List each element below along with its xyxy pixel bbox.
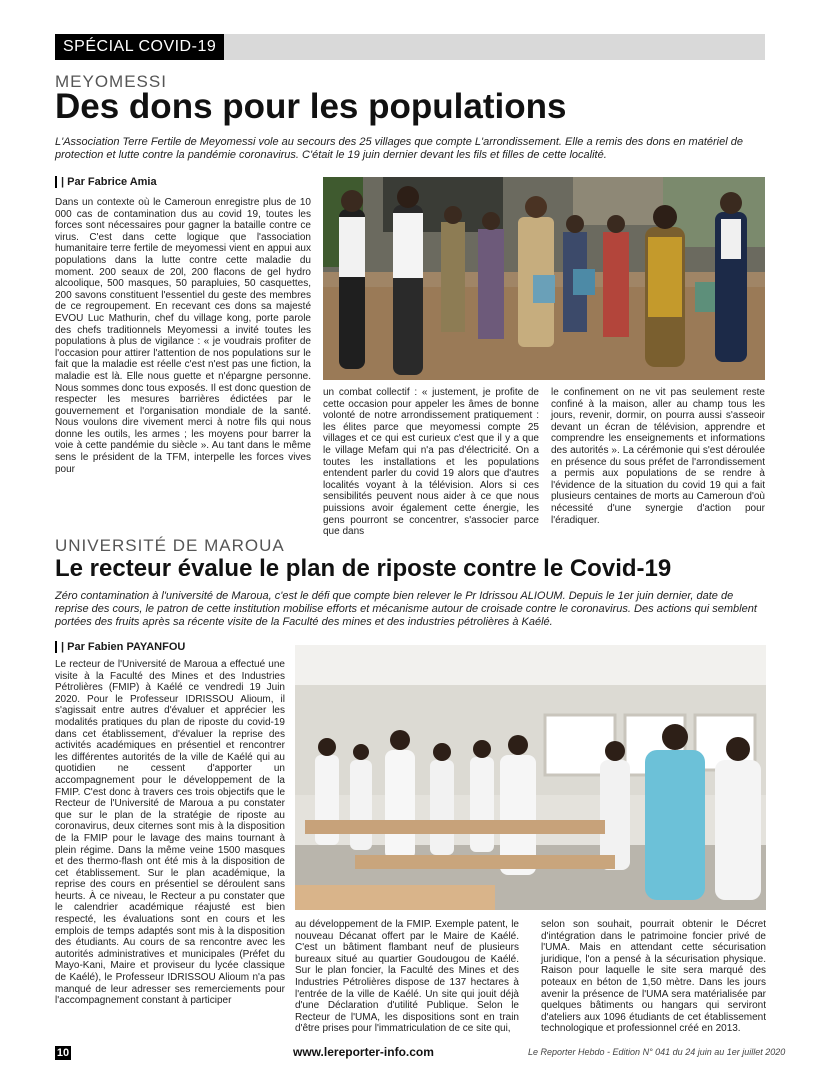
- article2-kicker: UNIVERSITÉ DE MAROUA: [55, 536, 285, 555]
- article1-photo: [323, 177, 765, 380]
- article2-byline: [55, 641, 185, 653]
- article1-title: Des dons pour les populations: [55, 87, 567, 126]
- article2-title: Le recteur évalue le plan de riposte contre le Covid-19: [55, 555, 672, 582]
- article1-col2: un combat collectif : « justement, je profite de cette occasion pour appeler les âmes de bonne volonté de notre arrondissement pratiquement : les élites parce que meyomessi compte 25 villages et ce qui est curieux c'est que il y a que le village Mefam qui n'a pas d'électricité. On a toutes les installations et les populations entendent parler du covid 19 alors que d'autres localités voyant à la télévision. Alors si ces sensibilités peuvent nous aider à ce que nous puissions avoir également cette énergie, les gens pourront se concentrer, s'associer parce que dans: [323, 387, 539, 538]
- article1-author: Par Fabrice Amia: [67, 176, 157, 188]
- section-label: SPÉCIAL COVID-19: [55, 34, 224, 60]
- article1-byline: [55, 176, 157, 188]
- article1-kicker: MEYOMESSI: [55, 72, 167, 91]
- article2-col2: au développement de la FMIP. Exemple patent, le nouveau Décanat offert par le Maire de Kaélé. C'est un bâtiment flambant neuf de plusieurs bureaux situé au quartier Goudougou de Kaélé. Sur le plan foncier, la Faculté des Mines et des Industries Pétrolières dispose de 137 hectares à l'entrée de la ville de Kaélé. Un site qui jouit déjà d'une Déclaration d'utilité Publique. Selon le Recteur de l'UMA, les dispositions sont en train d'être prises pour l'immatriculation de ce site qui,: [295, 919, 519, 1035]
- article2-author: Par Fabien PAYANFOU: [67, 641, 186, 653]
- edition-info: Le Reporter Hebdo - Edition N° 041 du 24 juin au 1er juillet 2020: [528, 1047, 786, 1057]
- photo-group-ceremony: [323, 177, 765, 380]
- page-number: 10: [56, 1047, 70, 1059]
- article2-col3: selon son souhait, pourrait obtenir le Décret d'intégration dans le patrimoine foncier privé de l'UMA. Mais en attendant cette sécurisation juridique, l'on a pensé à la sécurisation physique. Raison pour laquelle le site sera marqué des poteaux en béton de 1,50 mètre. Dans les jours avenir la présence de l'UMA sera matérialisée par quelques bâtiments ou hangars qui serviront d'ateliers aux 1096 étudiants de cet établissement technologique et professionnel créé en 2013.: [541, 919, 766, 1035]
- website-url[interactable]: www.lereporter-info.com: [293, 1045, 434, 1059]
- article2-col1: Le recteur de l'Université de Maroua a effectué une visite à la Faculté des Mines et des Industries Pétrolières (FMIP) à Kaélé ce vendredi 19 Juin 2020. Pour le Professeur IDRISSOU Alioum, il s'agissait entre autres d'évaluer et apprécier les modalités pratiques du plan de riposte du covid-19 dans cet établissement, d'évaluer la reprise des activités académiques en présentiel et rencontrer les différentes autorités de la ville de Kaélé qui au quotidien ne cessent d'apporter un accompagnement pour le développement de la FMIP. C'est donc à travers ces trois objectifs que le Recteur de l'Université de Maroua a pu constater que sur le plan de la stratégie de riposte au coronavirus, deux citernes sont mis à la disposition de la FMIP pour le lavage des mains tournant à plein régime. Dans la même veine 1500 masques et des thermo-flash ont été mis à la disposition de cet établissement. Sur le plan académique, la reprise des cours en présentiel se déroulent sans heurts. À ce niveau, le Recteur a pu constater que le calendrier académique réajusté est bien respecté, les évaluations sont en cours et les emplois de temps adaptés sont mis à la disposition des étudiants. Au cours de sa rencontre avec les autorités administratives et municipales (Préfet du Mayo-Kani, Maire et proviseur du lycée classique de Kaélé), le Professeur IDRISSOU Alioum n'a pas manqué de leur adresser ses remerciements pour l'accompagnement constant à participer: [55, 659, 285, 1007]
- article2-chapo: Zéro contamination à l'université de Maroua, c'est le défi que compte bien relever le Pr Idrissou ALIOUM. Depuis le 1er juin dernier, date de reprise des cours, le patron de cette institution mobilise efforts et mécanisme autour de croisade contre le coronavirus. Des actions qui semblent portées des fruits après sa récente visite de la Faculté des mines et des industries pétrolières à Kaélé.: [55, 590, 757, 628]
- byline-separator: |: [61, 176, 68, 188]
- article1-col3: le confinement on ne vit pas seulement reste confiné à la maison, aller au champ tous les jours, revenir, dormir, on pourra aussi s'asseoir devant un écran de télévision, apprendre et comprendre les enseignements et informations des autorités ». La cérémonie qui s'est déroulée en présence du sous préfet de l'arrondissement a permis aux populations de se rendre à l'évidence de la situation du covid 19 qui a fait plusieurs centaines de morts au Cameroun d'où nécessité d'une synergie d'action pour l'éradiquer.: [551, 387, 765, 526]
- byline-separator: |: [61, 641, 68, 653]
- article2-photo: [295, 645, 766, 910]
- article1-col1: Dans un contexte où le Cameroun enregistre plus de 10 000 cas de contamination dus au covid 19, toutes les forces sont nécessaires pour gagner la bataille contre ce virus. C'est dans cette logique que l'association humanitaire terre fertile de meyomessi vient en appui aux populations dans la lutte contre cette maladie du moment. 200 seaux de 20l, 200 flacons de gel hydro alcoolique, 500 masques, 50 parapluies, 50 casquettes, 200 savons constituent l'essentiel du geste des membres de ce regroupement. En recevant ces dons sa majesté EVOU Luc Mathurin, chef du village kong, porte parole des chefs traditionnels Meyomessi a invité toutes les populations à plus de vigilance : « je voudrais profiter de l'occasion pour attirer l'attention de nos populations sur le fait que la maladie est réelle c'est n'est pas une fiction, la maladie est là. Elle nous guette et n'épargne personne. Nous sommes donc tous exposés. Il est donc question de respecter les mesures barrières édictées par le gouvernement et l'organisation mondiale de la santé. Nous voulons dire vivement merci à notre fils qui nous donne les outils, les armes ; les moyens pour barrer la voie à cette pandémie du siècle ». Au tant dans le même sens le président de la TFM, interpelle les forces vives pour: [55, 197, 311, 475]
- article1-chapo: L'Association Terre Fertile de Meyomessi vole au secours des 25 villages que compte L'arrondissement. Elle a remis des dons en matériel de protection et lutte contre la pandémie coronavirus. C'était le 19 juin dernier devant les fils et filles de cette localité.: [55, 136, 743, 161]
- photo-students-classroom: [295, 645, 766, 910]
